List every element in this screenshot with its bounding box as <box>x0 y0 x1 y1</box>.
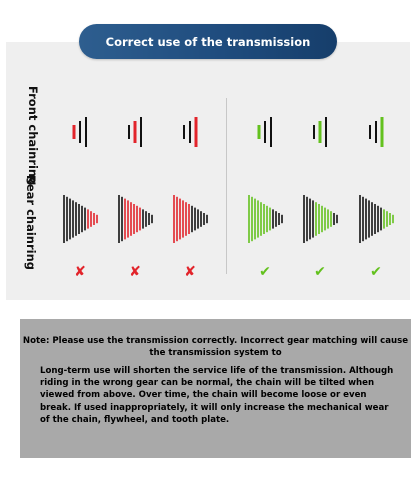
check-icon: ✔ <box>370 264 382 280</box>
rear-chainring-label: Rear chainring <box>24 175 38 271</box>
check-icon: ✔ <box>314 264 326 280</box>
cross-icon: ✘ <box>184 264 196 280</box>
note-body: Long-term use will shorten the service life of the transmission. Although riding in the wrong gear can be normal, the chain will be tilted when viewed from above. Over time, the chain will become loose or even break. If used inappropriately, it will only increase the mechanical wear of the chain, flywheel, and tooth plate. <box>40 366 394 425</box>
note-heading: Note: Please use the transmission correctly. Incorrect gear matching will cause the transmission system to <box>22 336 409 358</box>
cross-icon: ✘ <box>74 264 86 280</box>
page-title: Correct use of the transmission <box>79 24 337 59</box>
front-chainring-label: Front chainring <box>26 86 40 186</box>
check-icon: ✔ <box>259 264 271 280</box>
cross-icon: ✘ <box>129 264 141 280</box>
note-box <box>20 319 411 458</box>
